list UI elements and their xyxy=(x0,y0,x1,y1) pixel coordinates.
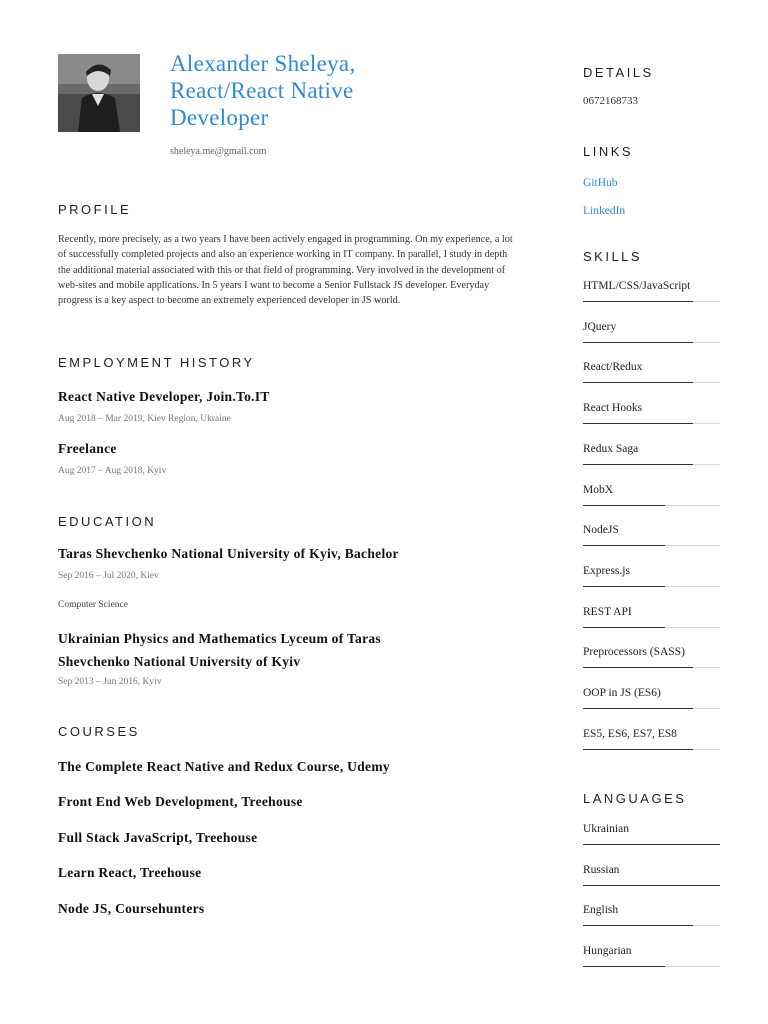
skill-level-fill xyxy=(583,586,665,587)
links-heading: LINKS xyxy=(583,144,634,159)
education-title-line: Shevchenko National University of Kyiv xyxy=(58,654,301,669)
profile-text: Recently, more precisely, as a two years I have been actively engaged in programming. On my experience, a lot of successfully completed projects and also an experience working in IT company. In parallel, I study in depth the additional material associated with this or that field of programming. Very involved in the development of web-sites and mobile applications. In 5 years I want to become a Senior Fullstack JS developer. Everyday progress is a key aspect to become an extremely experienced developer in JS world. xyxy=(58,234,513,307)
skill-name: JQuery xyxy=(583,320,617,333)
education-heading: EDUCATION xyxy=(58,514,157,529)
skill-level-fill xyxy=(583,627,665,628)
employment-title: React Native Developer, Join.To.IT xyxy=(58,389,270,404)
skill-level-fill xyxy=(583,342,693,343)
language-level-fill xyxy=(583,966,665,967)
skill-level-bar xyxy=(583,423,720,424)
skill-level-bar xyxy=(583,749,720,750)
language-level-fill xyxy=(583,925,693,926)
email-address[interactable]: sheleya.me@gmail.com xyxy=(170,146,267,157)
language-level-bar xyxy=(583,844,720,845)
education-meta: Sep 2013 – Jun 2016, Kyiv xyxy=(58,677,162,687)
courses-heading: COURSES xyxy=(58,724,140,739)
name-line-2: React/React Native xyxy=(170,78,354,103)
skill-level-bar xyxy=(583,301,720,302)
skill-level-bar xyxy=(583,708,720,709)
education-title xyxy=(58,627,478,673)
skill-level-bar xyxy=(583,382,720,383)
course-item: Node JS, Coursehunters xyxy=(58,901,205,916)
skill-name: React/Redux xyxy=(583,361,643,374)
skill-name: Preprocessors (SASS) xyxy=(583,646,685,659)
name-line-3: Developer xyxy=(170,105,269,130)
skill-level-bar xyxy=(583,545,720,546)
skill-level-fill xyxy=(583,708,693,709)
skill-name: REST API xyxy=(583,605,632,618)
avatar xyxy=(58,54,140,132)
language-name: English xyxy=(583,904,619,917)
language-level-bar xyxy=(583,885,720,886)
skill-name: HTML/CSS/JavaScript xyxy=(583,280,691,292)
course-item: Front End Web Development, Treehouse xyxy=(58,794,303,809)
skill-name: Express.js xyxy=(583,564,630,577)
education-meta: Sep 2016 – Jul 2020, Kiev xyxy=(58,571,159,581)
skill-name: ES5, ES6, ES7, ES8 xyxy=(583,727,677,740)
employment-heading: EMPLOYMENT HISTORY xyxy=(58,355,255,370)
education-title: Taras Shevchenko National University of Kyiv, Bachelor xyxy=(58,546,399,561)
skill-level-bar xyxy=(583,586,720,587)
course-item: Full Stack JavaScript, Treehouse xyxy=(58,830,258,845)
name-line-1: Alexander Sheleya, xyxy=(170,51,356,76)
skill-level-fill xyxy=(583,464,693,465)
skill-name: OOP in JS (ES6) xyxy=(583,687,661,699)
language-level-bar xyxy=(583,925,720,926)
profile-heading: PROFILE xyxy=(58,202,132,217)
employment-meta: Aug 2017 – Aug 2018, Kyiv xyxy=(58,466,167,476)
linkedin-link[interactable]: LinkedIn xyxy=(583,205,626,217)
language-level-fill xyxy=(583,844,720,845)
details-heading: DETAILS xyxy=(583,65,654,80)
language-level-bar xyxy=(583,966,720,967)
language-level-fill xyxy=(583,885,720,886)
skill-level-bar xyxy=(583,627,720,628)
github-link[interactable]: GitHub xyxy=(583,177,618,189)
skill-name: React Hooks xyxy=(583,402,643,415)
skill-name: Redux Saga xyxy=(583,442,639,455)
candidate-name xyxy=(170,50,510,131)
skill-name: MobX xyxy=(583,483,614,496)
skill-level-fill xyxy=(583,505,665,506)
language-name: Russian xyxy=(583,863,620,876)
skill-name: NodeJS xyxy=(583,524,619,537)
education-field: Computer Science xyxy=(58,600,128,610)
skill-level-fill xyxy=(583,749,693,750)
skill-level-fill xyxy=(583,545,665,546)
employment-meta: Aug 2018 – Mar 2019, Kiev Region, Ukraine xyxy=(58,414,231,424)
employment-title: Freelance xyxy=(58,441,117,456)
skill-level-bar xyxy=(583,667,720,668)
course-item: Learn React, Treehouse xyxy=(58,865,202,880)
education-title-line: Ukrainian Physics and Mathematics Lyceum of Taras xyxy=(58,631,381,646)
languages-heading: LANGUAGES xyxy=(583,791,687,806)
language-name: Hungarian xyxy=(583,945,632,958)
skill-level-fill xyxy=(583,301,693,302)
skill-level-bar xyxy=(583,464,720,465)
skills-heading: SKILLS xyxy=(583,249,643,264)
skill-level-bar xyxy=(583,505,720,506)
skill-level-bar xyxy=(583,342,720,343)
skill-level-fill xyxy=(583,423,693,424)
language-name: Ukrainian xyxy=(583,823,629,835)
skill-level-fill xyxy=(583,667,693,668)
course-item: The Complete React Native and Redux Course, Udemy xyxy=(58,759,390,774)
phone-number: 0672168733 xyxy=(583,95,638,107)
skill-level-fill xyxy=(583,382,693,383)
